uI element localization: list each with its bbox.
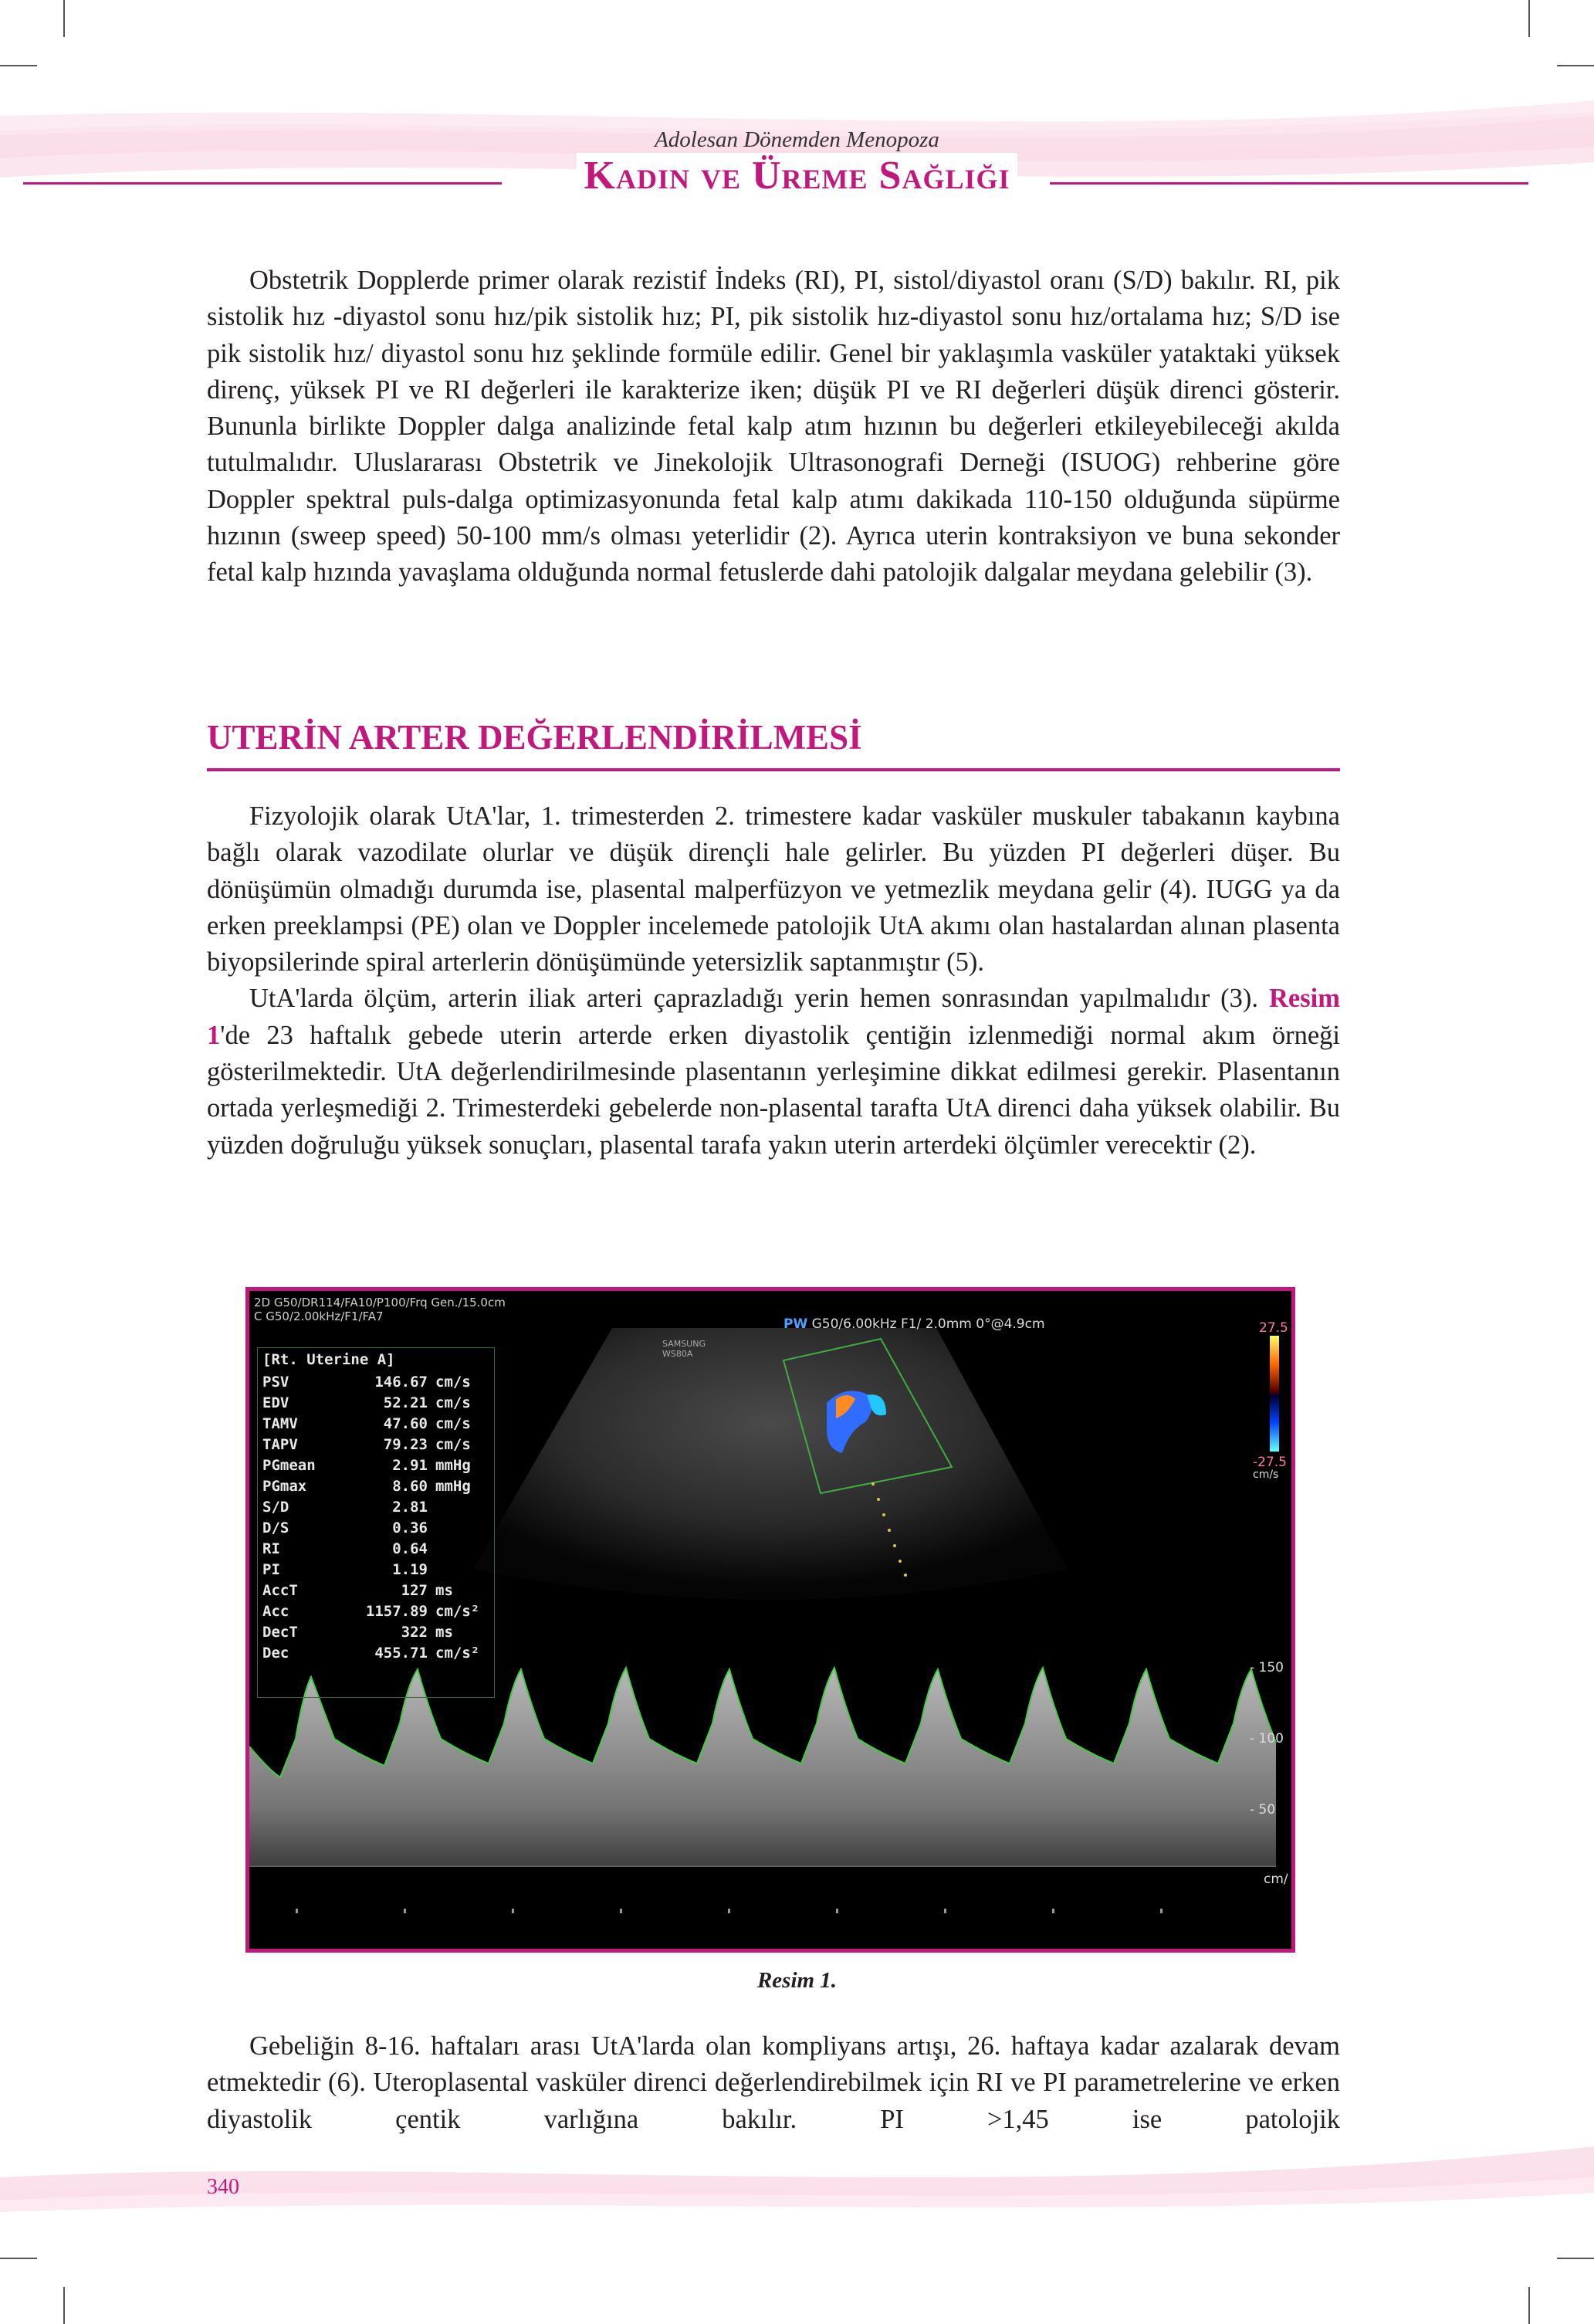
crop-mark: [63, 0, 65, 37]
measurement-row: [258, 1560, 494, 1580]
figure-caption: Resim 1.: [756, 1968, 838, 1993]
measurement-unit: cm/s: [435, 1415, 471, 1432]
crop-mark: [1557, 65, 1594, 66]
measurement-label: PGmax: [262, 1478, 307, 1495]
measurement-row: [258, 1455, 494, 1476]
section-title: UTERİN ARTER DEĞERLENDİRİLMESİ: [207, 718, 862, 757]
footer-decoration: [0, 2123, 1594, 2216]
measurement-unit: [428, 1518, 435, 1539]
pw-settings-text: G50/6.00kHz F1/ 2.0mm 0°@4.9cm: [811, 1316, 1045, 1332]
measurement-unit: mmHg: [435, 1457, 471, 1474]
measurement-value: 127: [401, 1582, 428, 1599]
section-heading: [207, 714, 1340, 771]
measurement-unit: cm/s: [435, 1394, 471, 1411]
spectral-scale-label: - 150: [1250, 1660, 1284, 1675]
measurement-label: PSV: [262, 1374, 289, 1391]
measurement-value: 2.81: [392, 1499, 428, 1516]
measurement-value: 0.36: [392, 1519, 428, 1536]
measurement-unit: [428, 1497, 435, 1518]
measurement-label: D/S: [262, 1519, 289, 1536]
measurement-unit: ms: [435, 1582, 453, 1599]
measurement-label: TAPV: [262, 1436, 298, 1453]
measurement-unit: mmHg: [435, 1478, 471, 1495]
color-scale-bar: [1270, 1336, 1279, 1452]
section-body: [207, 798, 1340, 1164]
measurement-row: [258, 1643, 494, 1664]
measurement-panel: [257, 1347, 495, 1698]
crop-mark: [1557, 2258, 1594, 2259]
probe-label: SAMSUNG WS80A: [662, 1339, 706, 1359]
measurement-value: 47.60: [383, 1415, 428, 1432]
intro-text: [207, 263, 1340, 591]
info-line-1: 2D G50/DR114/FA10/P100/Frq Gen./15.0cm: [254, 1296, 506, 1309]
spectral-scale-label: - 50: [1250, 1802, 1276, 1818]
measurement-row: [258, 1372, 494, 1393]
spectral-unit-label: cm/: [1264, 1872, 1288, 1887]
paragraph: Obstetrik Dopplerde primer olarak rezistif İndeks (RI), PI, sistol/diyastol oranı (S/D) bakılır. RI, pik sistolik hız -diyastol sonu hız/pik sistolik hız; PI, pik sistolik hız-diyastol sonu hız/ortalama hız; S/D ise pik sistolik hız/ diyastol sonu hız şeklinde formüle edilir. Genel bir yaklaşımla vasküler yataktaki yüksek direnç, yüksek PI ve RI değerleri ile karakterize iken; düşük PI ve RI değerleri düşük direnci gösterir. Bununla birlikte Doppler dalga analizinde fetal kalp atım hızının bu değerleri etkileyebileceği akılda tutulmalıdır. Uluslararası Obstetrik ve Jinekolojik Ultrasonografi Derneği (ISUOG) rehberine göre Doppler spektral puls-dalga optimizasyonunda fetal kalp atımı dakikada 110-150 olduğunda süpürme hızının (sweep speed) 50-100 mm/s olması yeterlidir (2). Ayrıca uterin kontraksiyon ve buna sekonder fetal kalp hızında yavaşlama olduğunda normal fetuslerde dahi patolojik dalgalar meydana gelebilir (3).: [207, 266, 1340, 588]
time-axis-ticks: [296, 1909, 1163, 1913]
measurement-unit: cm/s²: [435, 1645, 480, 1662]
measurement-row: [258, 1393, 494, 1414]
section-rule: [207, 768, 1340, 771]
spectral-scale-label: - 100: [1250, 1731, 1284, 1746]
pw-settings: [783, 1316, 1045, 1332]
color-scale-unit: cm/s: [1253, 1469, 1279, 1481]
measurement-label: PGmean: [262, 1457, 316, 1474]
measurement-value: 322: [401, 1624, 428, 1641]
measurement-value: 1.19: [392, 1561, 428, 1578]
measurement-unit: [428, 1539, 435, 1560]
measurement-row: [258, 1518, 494, 1539]
measurement-row: [258, 1622, 494, 1643]
color-scale-bottom: -27.5: [1253, 1455, 1287, 1470]
measurement-unit: cm/s: [435, 1436, 471, 1453]
measurement-label: TAMV: [262, 1415, 298, 1432]
measurement-unit: [428, 1560, 435, 1580]
measurement-label: AccT: [262, 1582, 298, 1599]
measurement-title: [Rt. Uterine A]: [262, 1351, 395, 1368]
crop-mark: [1528, 2287, 1530, 2324]
measurement-label: RI: [262, 1540, 280, 1557]
crop-mark: [1528, 0, 1530, 37]
running-title: Adolesan Dönemden Menopoza: [655, 127, 939, 152]
book-title-text: Kadın ve Üreme Sağlığı: [577, 153, 1018, 198]
crop-mark: [63, 2287, 65, 2324]
measurement-value: 0.64: [392, 1540, 428, 1557]
book-title: [0, 153, 1594, 198]
b-mode-sector: [473, 1328, 1068, 1600]
measurement-unit: cm/s: [435, 1374, 471, 1391]
measurement-unit: cm/s²: [435, 1603, 480, 1620]
paragraph: Fizyolojik olarak UtA'lar, 1. trimesterden 2. trimestere kadar vasküler muskuler tabakanın kaybına bağlı olarak vazodilate olurlar ve düşük dirençli hale gelirler. Bu yüzden PI değerleri düşer. Bu dönüşümün olmadığı durumda ise, plasental malperfüzyon ve yetmezlik meydana gelir (4). IUGG ya da erken preeklampsi (PE) olan ve Doppler incelemede patolojik UtA akımı olan hastalardan alınan plasenta biyopsilerinde spiral arterlerin dönüşümünde yetersizlik saptanmıştır (5).: [207, 801, 1340, 977]
figure-reference-link[interactable]: Resim 1: [207, 984, 1340, 1050]
measurement-label: Dec: [262, 1645, 289, 1662]
measurement-value: 455.71: [374, 1645, 428, 1662]
paragraph: Gebeliğin 8-16. haftaları arası UtA'larda olan kompliyans artışı, 26. haftaya kadar azalarak devam etmektedir (6). Uteroplasental vasküler direnci değerlendirebilmek için RI ve PI parametrelerine ve erken diyastolik çentik varlığına bakılır. PI >1,45 ise patolojik: [207, 2031, 1340, 2134]
measurement-rows: [258, 1372, 494, 1664]
measurement-unit: ms: [435, 1624, 453, 1641]
measurement-value: 1157.89: [365, 1603, 428, 1620]
measurement-row: [258, 1435, 494, 1455]
doppler-ultrasound-image: [245, 1287, 1295, 1953]
page-number: 340: [207, 2175, 239, 2199]
measurement-row: [258, 1414, 494, 1435]
measurement-row: [258, 1539, 494, 1560]
color-scale-top: 27.5: [1259, 1320, 1288, 1336]
measurement-value: 52.21: [383, 1394, 428, 1411]
paragraph: [207, 981, 1340, 1163]
measurement-row: [258, 1476, 494, 1497]
measurement-label: S/D: [262, 1499, 289, 1516]
measurement-row: [258, 1580, 494, 1601]
measurement-value: 2.91: [392, 1457, 428, 1474]
info-line-2: C G50/2.00kHz/F1/FA7: [254, 1309, 384, 1323]
measurement-row: [258, 1497, 494, 1518]
measurement-value: 146.67: [374, 1374, 428, 1391]
measurement-value: 8.60: [392, 1478, 428, 1495]
crop-mark: [0, 2258, 37, 2259]
closing-text: [207, 2028, 1340, 2138]
paragraph-text: UtA'larda ölçüm, arterin iliak arteri çaprazladığı yerin hemen sonrasından yapılmalıdır (3).: [249, 984, 1270, 1014]
measurement-label: Acc: [262, 1603, 289, 1620]
measurement-label: PI: [262, 1561, 280, 1578]
measurement-row: [258, 1601, 494, 1622]
pw-mode-label: PW: [783, 1316, 808, 1332]
paragraph-text: 'de 23 haftalık gebede uterin arterde erken diyastolik çentiğin izlenmediği normal akım örneği gösterilmektedir. UtA değerlendirilmesinde plasentanın yerleşimine dikkat edilmesi gerekir. Plasentanın ortada yerleşmediği 2. Trimesterdeki gebelerde non-plasental tarafta UtA direnci daha yüksek olabilir. Bu yüzden doğruluğu yüksek sonuçları, plasental tarafa yakın uterin arterdeki ölçümler verecektir (2).: [207, 1020, 1340, 1160]
crop-mark: [0, 65, 37, 66]
measurement-label: EDV: [262, 1394, 289, 1411]
measurement-value: 79.23: [383, 1436, 428, 1453]
measurement-label: DecT: [262, 1624, 298, 1641]
